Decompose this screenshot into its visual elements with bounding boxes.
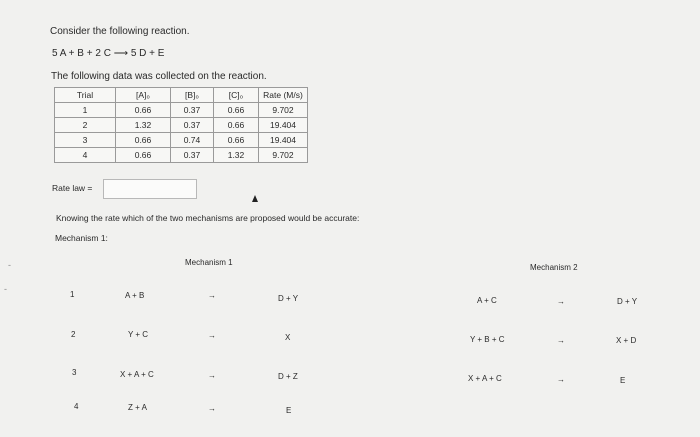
divider-mark: -: [4, 284, 7, 294]
rate-law-label: Rate law =: [52, 183, 93, 193]
header-rate: Rate (M/s): [259, 88, 308, 103]
step-products: E: [620, 376, 626, 385]
step-number: 2: [71, 330, 76, 339]
step-products: D + Z: [278, 372, 298, 381]
arrow-icon: →: [208, 404, 216, 413]
cell-a: 0.66: [116, 148, 171, 163]
cell-b: 0.37: [171, 148, 214, 163]
cell-b: 0.37: [171, 118, 214, 133]
prompt-text: Knowing the rate which of the two mechanisms are proposed would be accurate:: [56, 213, 360, 223]
cell-a: 0.66: [116, 133, 171, 148]
data-intro-text: The following data was collected on the reaction.: [51, 71, 267, 82]
step-products: D + Y: [278, 294, 299, 303]
header-c: [C]₀: [214, 88, 259, 103]
table-row: [55, 103, 308, 118]
cell-c: 0.66: [214, 133, 259, 148]
step-products: E: [286, 406, 292, 415]
step-products: D + Y: [617, 297, 638, 306]
step-reactants: X + A + C: [120, 370, 154, 379]
cell-b: 0.37: [171, 103, 214, 118]
arrow-icon: →: [208, 371, 216, 380]
cell-c: 1.32: [214, 148, 259, 163]
step-number: 3: [72, 368, 77, 377]
table-row: [55, 133, 308, 148]
step-reactants: Y + B + C: [470, 335, 505, 344]
mechanism1-title: Mechanism 1: [185, 258, 233, 267]
mechanism2-title: Mechanism 2: [530, 263, 578, 272]
rate-data-table: [54, 87, 308, 163]
cell-a: 1.32: [116, 118, 171, 133]
reaction-equation: 5 A + B + 2 C ⟶ 5 D + E: [52, 48, 165, 59]
cell-trial: 4: [55, 148, 116, 163]
intro-text: Consider the following reaction.: [50, 26, 190, 37]
rate-law-input[interactable]: [103, 179, 197, 199]
arrow-icon: →: [208, 331, 216, 340]
cell-rate: 19.404: [259, 133, 308, 148]
mouse-cursor-icon: [252, 195, 258, 202]
arrow-icon: →: [557, 336, 565, 345]
table-header-row: [55, 88, 308, 103]
cell-c: 0.66: [214, 118, 259, 133]
table-row: [55, 148, 308, 163]
cell-trial: 1: [55, 103, 116, 118]
cell-rate: 9.702: [259, 148, 308, 163]
step-products: X: [285, 333, 291, 342]
step-reactants: X + A + C: [468, 374, 502, 383]
arrow-icon: →: [208, 291, 216, 300]
mechanism-label: Mechanism 1:: [55, 233, 108, 243]
header-b: [B]₀: [171, 88, 214, 103]
arrow-icon: →: [557, 297, 565, 306]
arrow-icon: →: [557, 375, 565, 384]
divider-mark: -: [8, 260, 11, 270]
step-reactants: A + C: [477, 296, 497, 305]
header-a: [A]₀: [116, 88, 171, 103]
step-reactants: A + B: [125, 291, 145, 300]
cell-trial: 2: [55, 118, 116, 133]
header-trial: Trial: [55, 88, 116, 103]
step-number: 4: [74, 402, 79, 411]
table-row: [55, 118, 308, 133]
cell-b: 0.74: [171, 133, 214, 148]
step-products: X + D: [616, 336, 637, 345]
step-reactants: Z + A: [128, 403, 147, 412]
cell-a: 0.66: [116, 103, 171, 118]
cell-trial: 3: [55, 133, 116, 148]
step-reactants: Y + C: [128, 330, 149, 339]
step-number: 1: [70, 290, 75, 299]
cell-rate: 9.702: [259, 103, 308, 118]
cell-c: 0.66: [214, 103, 259, 118]
cell-rate: 19.404: [259, 118, 308, 133]
